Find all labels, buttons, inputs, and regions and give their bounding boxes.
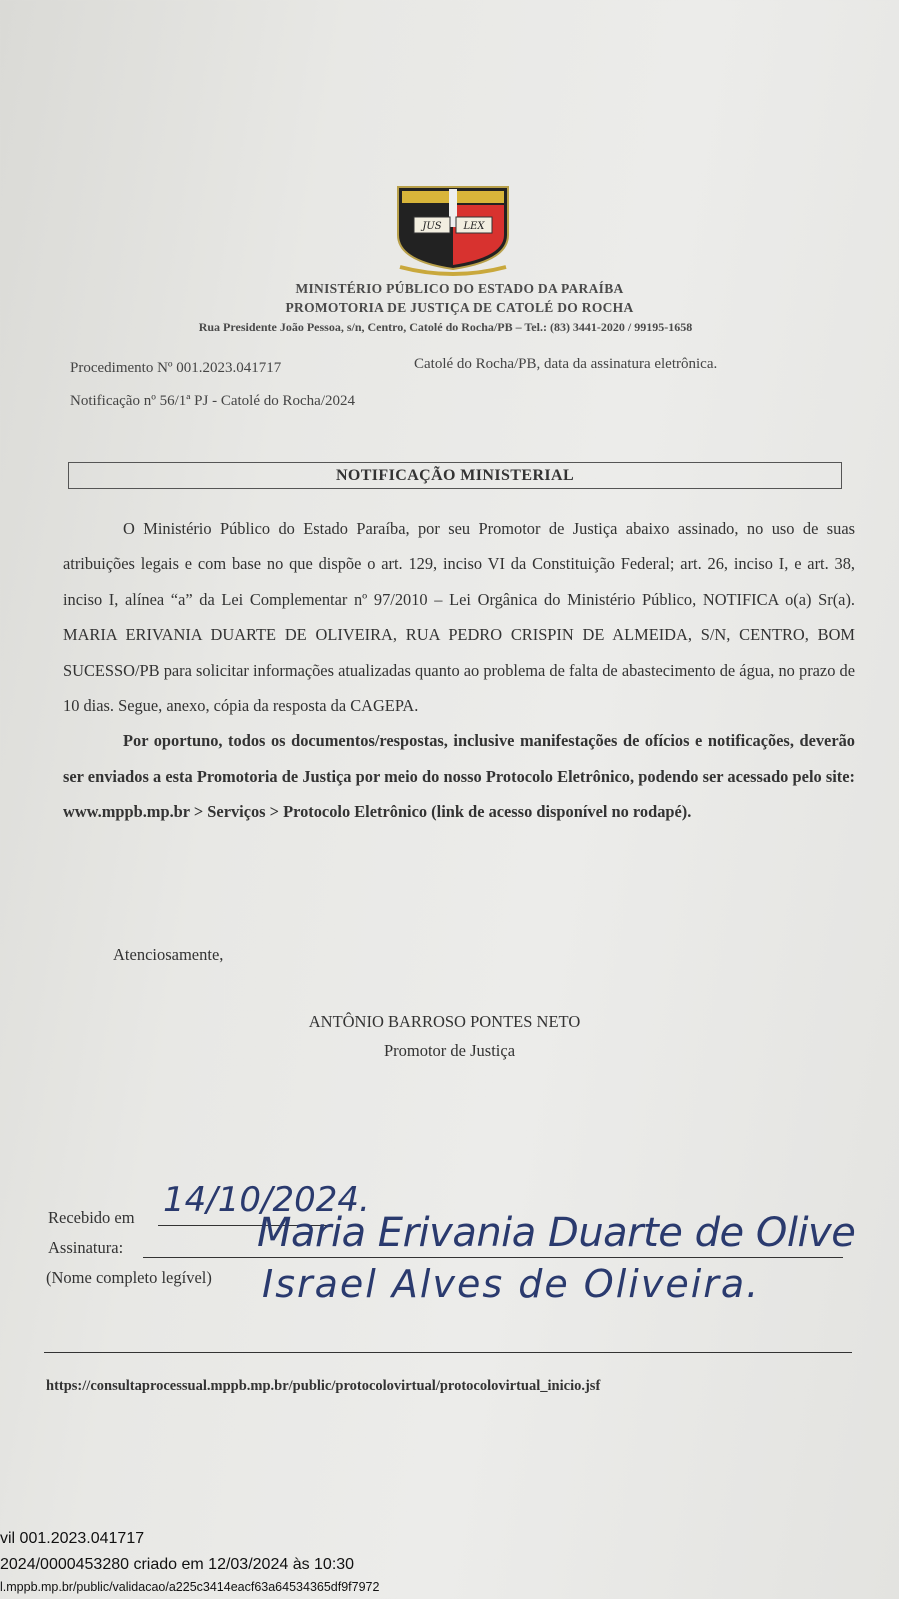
org-name: MINISTÉRIO PÚBLICO DO ESTADO DA PARAÍBA [295,281,624,296]
body-paragraph-1: O Ministério Público do Estado Paraíba, por seu Promotor de Justiça abaixo assinado, no uso de suas atribuições legais e com base no que dispõe o art. 129, inciso VI da Constituição Federal; art. 26, inciso I, e art. 38, inciso I, alínea “a” da Lei Complementar nº 97/2010 – Lei Orgânica do Ministério Público, NOTIFICA o(a) Sr(a). MARIA ERIVANIA DUARTE DE OLIVEIRA, RUA PEDRO CRISPIN DE ALMEIDA, S/N, CENTRO, BOM SUCESSO/PB para solicitar informações atualizadas quanto ao problema de falta de abastecimento de água, no prazo de 10 dias. Segue, anexo, cópia da resposta da CAGEPA. [63,519,855,716]
stamp-validation-url[interactable]: l.mppb.mp.br/public/validacao/a225c3414eacf63a64534365df9f7972 [0,1580,380,1594]
body-paragraph-2: Por oportuno, todos os documentos/respostas, inclusive manifestações de ofícios e notificações, deverão ser enviados a esta Promotoria de Justiça por meio do nosso Protocolo Eletrônico, podendo ser acessado pelo site: www.mppb.mp.br > Serviços > Protocolo Eletrônico (link de acesso disponível no rodapé). [63,731,855,822]
notification-number: Notificação nº 56/1ª PJ - Catolé do Rocha/2024 [70,393,355,409]
name-handwritten: Israel Alves de Oliveira. [262,1262,761,1306]
emblem-lex-text: LEX [463,221,485,232]
document-title: NOTIFICAÇÃO MINISTERIAL [68,462,842,489]
footer-divider [44,1352,852,1353]
signature-handwritten: Maria Erivania Duarte de Olive [257,1210,856,1256]
received-date-handwritten: 14/10/2024. [163,1180,370,1220]
signature-label: Assinatura: [48,1238,124,1257]
emblem-jus-text: JUS [422,221,442,232]
procedure-number: Procedimento Nº 001.2023.041717 [70,360,282,376]
received-label: Recebido em [48,1208,135,1227]
org-unit: PROMOTORIA DE JUSTIÇA DE CATOLÉ DO ROCHA [285,300,634,315]
protocol-url[interactable]: https://consultaprocessual.mppb.mp.br/public/protocolovirtual/protocolovirtual_inicio.jsf [46,1378,601,1394]
signer-role: Promotor de Justiça [383,1041,516,1060]
signer-name: ANTÔNIO BARROSO PONTES NETO [308,1012,581,1031]
body-text [63,511,855,830]
mppb-emblem [392,183,514,278]
signature-line [143,1257,843,1258]
stamp-procedure: vil 001.2023.041717 [0,1530,145,1547]
stamp-created: 2024/0000453280 criado em 12/03/2024 às 10:30 [0,1556,355,1573]
place-date: Catolé do Rocha/PB, data da assinatura eletrônica. [414,356,718,372]
org-address: Rua Presidente João Pessoa, s/n, Centro, Catolé do Rocha/PB – Tel.: (83) 3441-2020 / 99195-1658 [198,320,693,334]
closing: Atenciosamente, [113,945,224,964]
name-label: (Nome completo legível) [46,1268,212,1287]
